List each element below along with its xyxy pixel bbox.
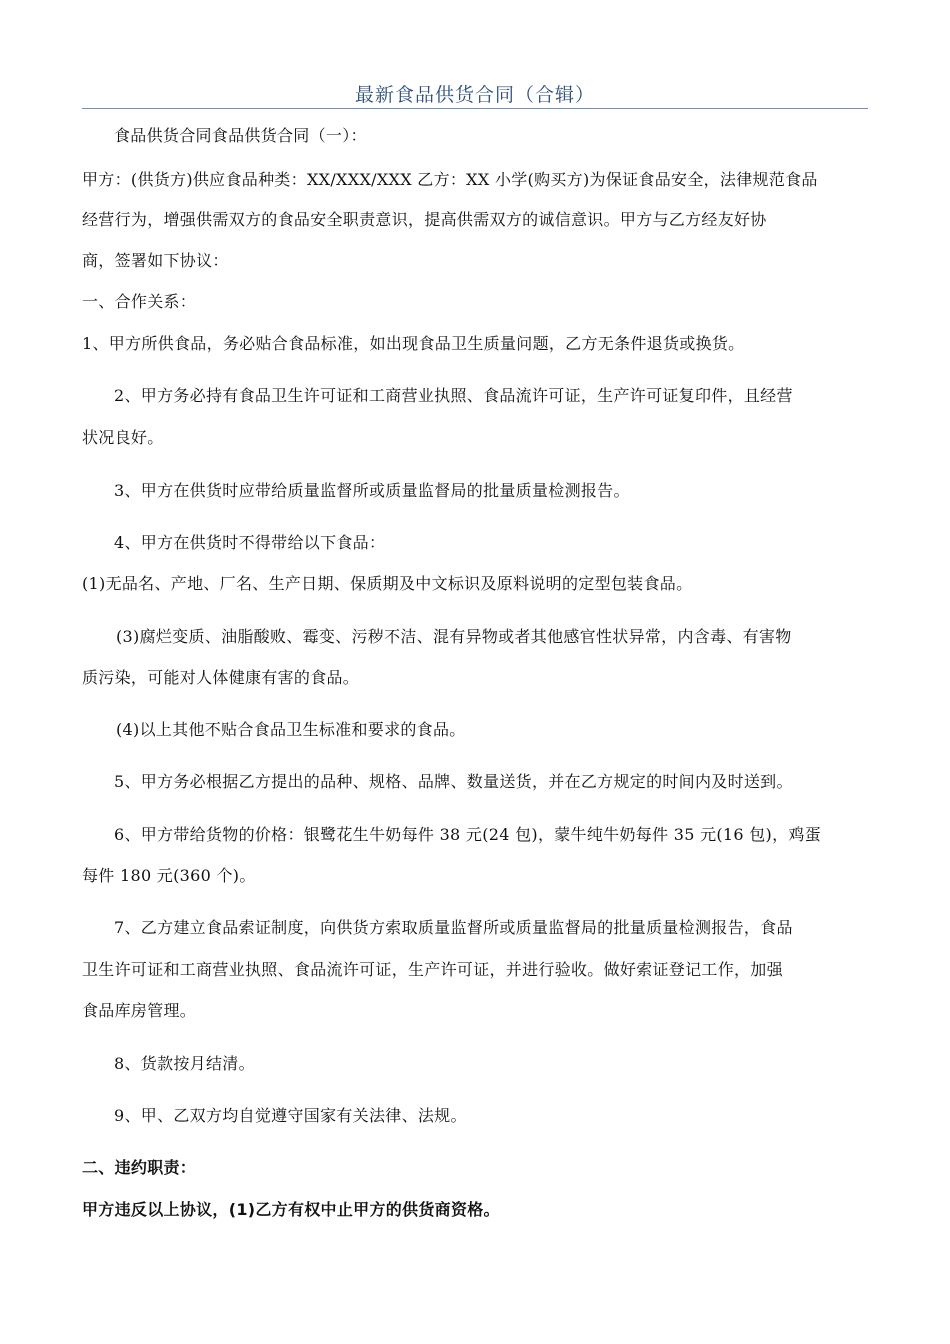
document-title: 最新食品供货合同（合辑） <box>354 84 595 106</box>
sub-clause-line: 质污染，可能对人体健康有害的食品。 <box>82 668 360 687</box>
clause-line: 7、乙方建立食品索证制度，向供货方索取质量监督所或质量监督局的批量质量检测报告，食品 <box>114 918 793 937</box>
sub-clause-line: (4)以上其他不贴合食品卫生标准和要求的食品。 <box>116 720 466 739</box>
title-divider <box>82 108 868 109</box>
sub-clause-line: (3)腐烂变质、油脂酸败、霉变、污秽不洁、混有异物或者其他感官性状异常，内含毒、有害物 <box>116 627 792 646</box>
clause-line: 2、甲方务必持有食品卫生许可证和工商营业执照、食品流许可证，生产许可证复印件，且经营 <box>114 386 793 405</box>
paragraph-heading-line: 食品供货合同食品供货合同（一）： <box>114 126 367 145</box>
paragraph-line: 商，签署如下协议： <box>82 251 229 270</box>
clause-line: 1、甲方所供食品，务必贴合食品标准，如出现食品卫生质量问题，乙方无条件退货或换货。 <box>82 334 745 353</box>
clause-line: 状况良好。 <box>82 428 164 447</box>
sub-clause-line: (1)无品名、产地、厂名、生产日期、保质期及中文标识及原料说明的定型包装食品。 <box>82 574 693 593</box>
section-heading: 一、合作关系： <box>82 292 197 311</box>
clause-line: 5、甲方务必根据乙方提出的品种、规格、品牌、数量送货，并在乙方规定的时间内及时送到。 <box>114 772 793 791</box>
bold-clause-line: 甲方违反以上协议，(1)乙方有权中止甲方的供货商资格。 <box>82 1200 500 1219</box>
paragraph-line: 甲方：(供货方)供应食品种类：XX/XXX/XXX 乙方：XX 小学(购买方)为保证食品安全，法律规范食品 <box>82 170 818 189</box>
clause-line: 6、甲方带给货物的价格：银鹭花生牛奶每件 38 元(24 包)，蒙牛纯牛奶每件 35 元(16 包)，鸡蛋 <box>114 825 822 844</box>
clause-line: 9、甲、乙双方均自觉遵守国家有关法律、法规。 <box>114 1106 467 1125</box>
clause-line: 3、甲方在供货时应带给质量监督所或质量监督局的批量质量检测报告。 <box>114 481 630 500</box>
clause-line: 4、甲方在供货时不得带给以下食品： <box>114 533 386 552</box>
clause-line: 8、货款按月结清。 <box>114 1054 255 1073</box>
paragraph-line: 经营行为，增强供需双方的食品安全职责意识，提高供需双方的诚信意识。甲方与乙方经友好协 <box>82 210 767 229</box>
section-heading-bold: 二、违约职责： <box>82 1158 197 1177</box>
clause-line: 食品库房管理。 <box>82 1001 197 1020</box>
clause-line: 每件 180 元(360 个)。 <box>82 866 256 885</box>
clause-line: 卫生许可证和工商营业执照、食品流许可证，生产许可证，并进行验收。做好索证登记工作，加强 <box>82 960 783 979</box>
